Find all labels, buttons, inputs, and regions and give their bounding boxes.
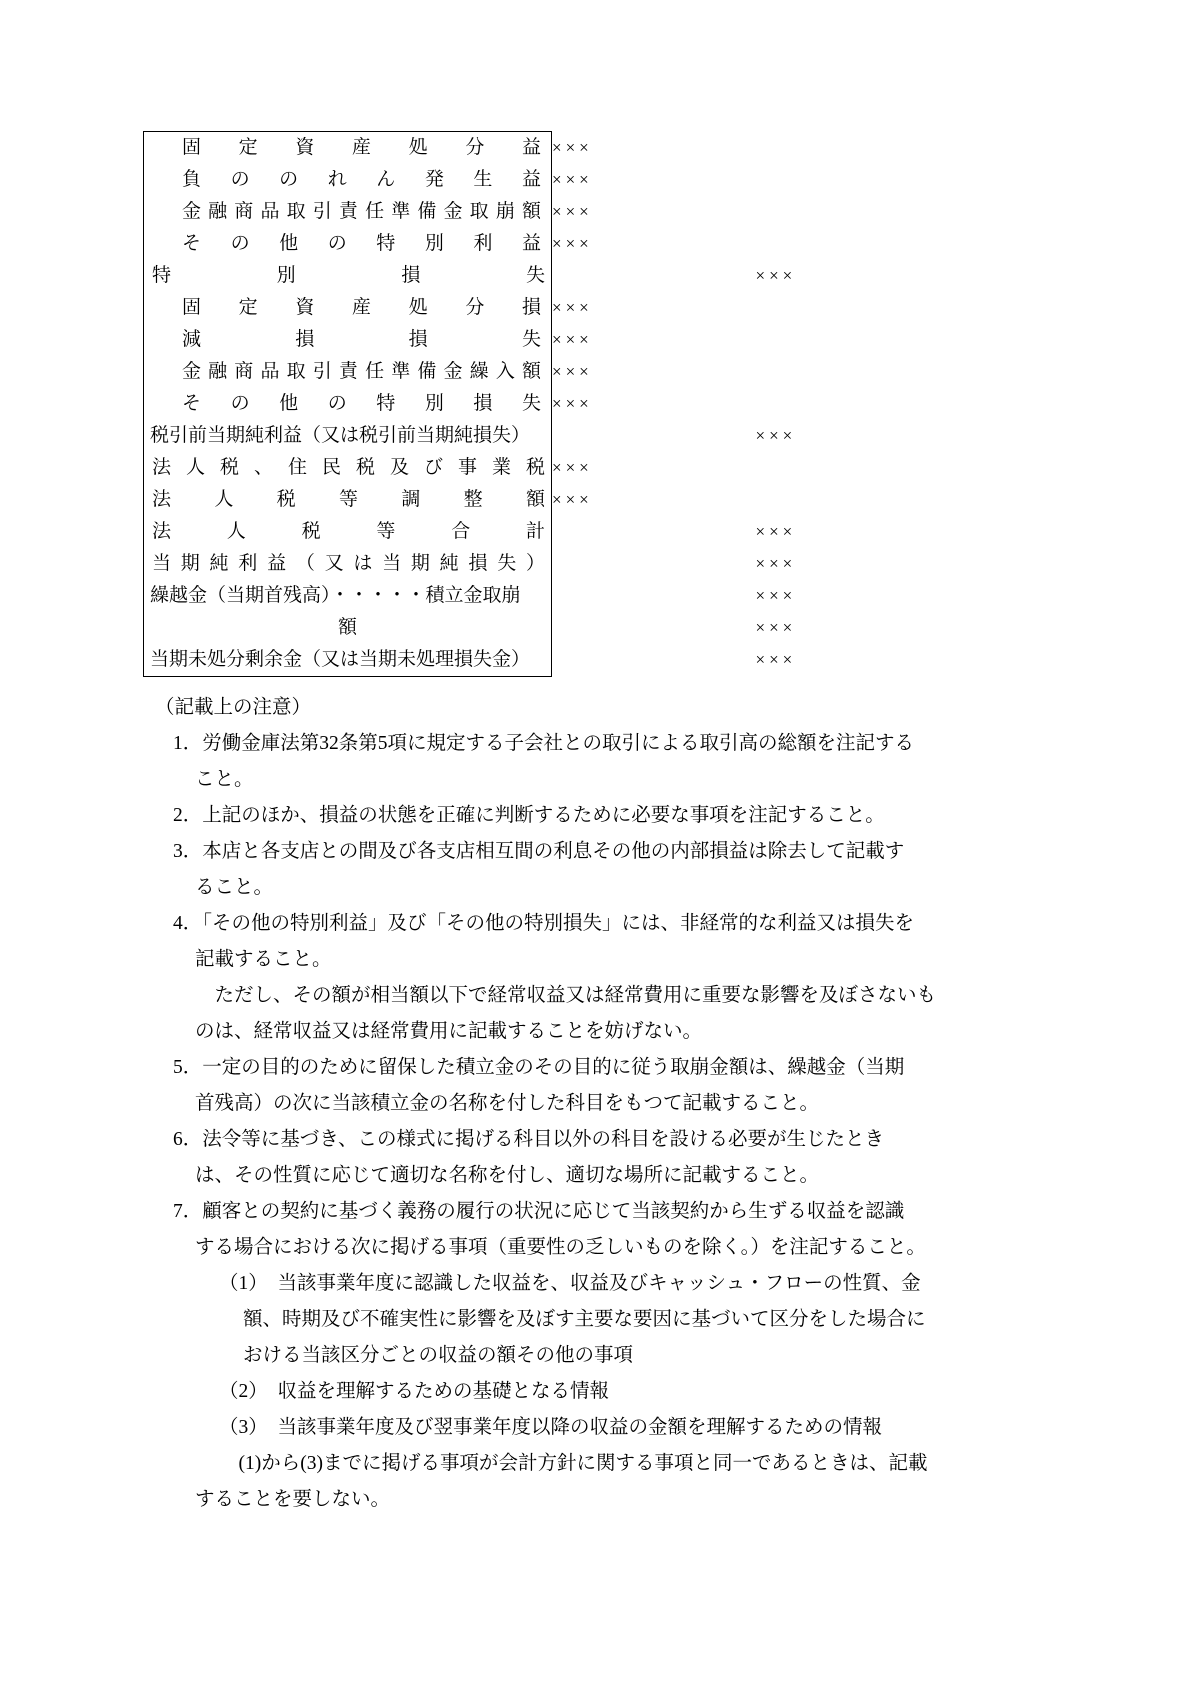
table-row-label-cell <box>144 388 552 420</box>
note-subitem-number: （2） <box>219 1381 259 1402</box>
note-text: 労働金庫法第32条第5項に規定する子会社との取引による取引高の総額を注記する <box>202 733 915 754</box>
table-row-value-b <box>756 516 960 548</box>
note-item-first-line <box>173 906 1043 942</box>
value-mark: ××× <box>552 298 593 317</box>
table-row-value-a <box>552 644 756 677</box>
table-row-label-cell <box>144 132 552 165</box>
note-text: ること。 <box>195 877 274 898</box>
table-row <box>144 356 960 388</box>
note-item-continuation <box>195 1086 1043 1122</box>
note-item-first-line <box>173 798 1043 834</box>
value-mark: ××× <box>552 490 593 509</box>
value-mark: ××× <box>552 137 593 157</box>
table-row-label-cell <box>144 356 552 388</box>
note-number: 7． <box>173 1201 203 1222</box>
table-row <box>144 196 960 228</box>
value-mark: ××× <box>552 362 593 381</box>
table-row <box>144 260 960 292</box>
note-subitem-gap <box>258 1381 278 1402</box>
table-row-label: 固定資産処分損 <box>182 297 541 318</box>
table-row-label-cell <box>144 548 552 580</box>
table-row-label-cell <box>144 324 552 356</box>
table-row <box>144 548 960 580</box>
table-row-label: 当期未処分剰余金（又は当期未処理損失金） <box>150 649 531 670</box>
table-row-value-b <box>756 644 960 677</box>
value-mark: ××× <box>755 554 797 573</box>
note-item-continuation <box>195 1230 1043 1266</box>
table-row <box>144 612 960 644</box>
table-row-label-cell <box>144 260 552 292</box>
table-row-label-cell <box>144 452 552 484</box>
table-row-value-b <box>756 356 960 388</box>
table-row-label-cell <box>144 516 552 548</box>
table-row-value-a <box>552 228 756 260</box>
note-text: 首残高）の次に当該積立金の名称を付した科目をもつて記載すること。 <box>195 1093 820 1114</box>
table-row-label: 固定資産処分益 <box>182 137 541 158</box>
table-row-value-a <box>552 548 756 580</box>
table-row <box>144 292 960 324</box>
notes-section <box>143 690 1043 1518</box>
value-mark: ××× <box>755 618 797 637</box>
table-row-label-cell <box>144 580 552 612</box>
note-subitem-gap <box>258 1273 278 1294</box>
table-row-label: 税引前当期純利益（又は税引前当期純損失） <box>150 425 531 446</box>
table-row-value-b <box>756 452 960 484</box>
note-number: 4． <box>173 913 203 934</box>
note-subitem-number: （3） <box>219 1417 259 1438</box>
table-row-value-b <box>756 388 960 420</box>
note-item-first-line <box>173 834 1043 870</box>
table-row-value-b <box>756 260 960 292</box>
note-closing-line: することを要しない。 <box>195 1489 391 1510</box>
table-row-label: 特別損失 <box>152 265 545 286</box>
table-row-label: 金融商品取引責任準備金繰入額 <box>182 361 541 382</box>
note-item-first-line <box>173 1194 1043 1230</box>
note-subitem-text: 当該事業年度及び翌事業年度以降の収益の金額を理解するための情報 <box>277 1417 883 1438</box>
table-row-value-a <box>552 164 756 196</box>
table-row-value-b <box>756 196 960 228</box>
value-mark: ××× <box>552 330 593 349</box>
table-row-label-cell <box>144 644 552 677</box>
table-row <box>144 132 960 165</box>
table-row-value-b <box>756 228 960 260</box>
note-text: 「その他の特別利益」及び「その他の特別損失」には、非経常的な利益又は損失を <box>202 913 915 934</box>
note-text: こと。 <box>195 769 254 790</box>
table-row-value-a <box>552 452 756 484</box>
table-row <box>144 164 960 196</box>
table-row-value-a <box>552 612 756 644</box>
table-body <box>144 132 960 677</box>
value-mark: ××× <box>552 234 593 253</box>
table-row-value-b <box>756 612 960 644</box>
table-row-label: その他の特別利益 <box>182 233 541 254</box>
table-row-value-b <box>756 484 960 516</box>
table-row-value-a <box>552 260 756 292</box>
value-mark: ××× <box>755 586 797 605</box>
note-item-continuation <box>195 762 1043 798</box>
note-item-continuation <box>195 1158 1043 1194</box>
note-subitem-text: 額、時期及び不確実性に影響を及ぼす主要な要因に基づいて区分をした場合に <box>243 1309 926 1330</box>
note-number: 1． <box>173 733 203 754</box>
table-row-value-a <box>552 356 756 388</box>
note-text: 記載すること。 <box>195 949 332 970</box>
value-mark: ××× <box>552 394 593 413</box>
table-row-label-cell <box>144 420 552 452</box>
note-subitem-number: （1） <box>219 1273 259 1294</box>
value-mark: ××× <box>552 170 593 189</box>
note-text: する場合における次に掲げる事項（重要性の乏しいものを除く。）を注記すること。 <box>195 1237 926 1258</box>
table-row-value-b <box>756 292 960 324</box>
note-text: のは、経常収益又は経常費用に記載することを妨げない。 <box>195 1021 703 1042</box>
note-subitem-continuation <box>243 1302 1043 1338</box>
value-mark: ××× <box>552 202 593 221</box>
note-subitem-first-line <box>219 1374 1043 1410</box>
table-row-value-b <box>756 324 960 356</box>
table-row-label: 法人税、住民税及び事業税 <box>152 457 545 478</box>
table-row-value-b <box>756 132 960 165</box>
note-text: 上記のほか、損益の状態を正確に判断するために必要な事項を注記すること。 <box>202 805 885 826</box>
note-item-first-line <box>173 1122 1043 1158</box>
note-number: 6． <box>173 1129 203 1150</box>
income-statement-table <box>143 131 960 677</box>
note-item-continuation <box>195 942 1043 978</box>
table-row-value-a <box>552 484 756 516</box>
note-item-first-line <box>173 1050 1043 1086</box>
note-number: 2． <box>173 805 203 826</box>
table-row-value-b <box>756 420 960 452</box>
note-number: 5． <box>173 1057 203 1078</box>
note-text: は、その性質に応じて適切な名称を付し、適切な場所に記載すること。 <box>195 1165 820 1186</box>
note-closing-line: (1)から(3)までに掲げる事項が会計方針に関する事項と同一であるときは、記載 <box>219 1453 928 1474</box>
table-row <box>144 324 960 356</box>
table-row <box>144 580 960 612</box>
value-mark: ××× <box>552 458 593 477</box>
table-row-value-a <box>552 292 756 324</box>
table-row <box>144 516 960 548</box>
note-item-continuation <box>195 1014 1043 1050</box>
table-row <box>144 420 960 452</box>
table-row-label-cell <box>144 228 552 260</box>
table-row-value-a <box>552 132 756 165</box>
table-row-label: 法人税等合計 <box>152 521 545 542</box>
note-subitem-gap <box>258 1417 278 1438</box>
table-row-value-a <box>552 324 756 356</box>
note-item-continuation <box>195 978 1043 1014</box>
table-row <box>144 484 960 516</box>
table-row-label-cell <box>144 292 552 324</box>
note-text: ただし、その額が相当額以下で経常収益又は経常費用に重要な影響を及ぼさないも <box>195 985 937 1006</box>
notes-list <box>143 726 1043 1518</box>
note-text: 顧客との契約に基づく義務の履行の状況に応じて当該契約から生ずる収益を認識 <box>202 1201 905 1222</box>
table-row-value-b <box>756 164 960 196</box>
table-row-value-a <box>552 420 756 452</box>
note-item-first-line <box>173 726 1043 762</box>
table-row-value-a <box>552 516 756 548</box>
note-subitem-text: 当該事業年度に認識した収益を、収益及びキャッシュ・フローの性質、金 <box>277 1273 921 1294</box>
note-text: 法令等に基づき、この様式に掲げる科目以外の科目を設ける必要が生じたとき <box>202 1129 884 1150</box>
income-statement-table-wrap <box>143 131 958 677</box>
table-row-label-cell <box>144 484 552 516</box>
table-row-label: 当期純利益（又は当期純損失） <box>152 553 545 574</box>
table-row-label: 繰越金（当期首残高）・・・・・積立金取崩 <box>150 585 521 606</box>
note-number: 3． <box>173 841 203 862</box>
value-mark: ××× <box>755 426 797 445</box>
note-subitem-text: 収益を理解するための基礎となる情報 <box>277 1381 610 1402</box>
table-row-label: その他の特別損失 <box>182 393 541 414</box>
value-mark: ××× <box>755 650 797 670</box>
table-row-label: 金融商品取引責任準備金取崩額 <box>182 201 541 222</box>
table-row-label-cell <box>144 164 552 196</box>
note-subitem-first-line <box>219 1410 1043 1446</box>
table-row-label: 法人税等調整額 <box>152 489 545 510</box>
table-row-label: 額 <box>337 617 357 638</box>
value-mark: ××× <box>755 266 797 285</box>
notes-title: （記載上の注意） <box>155 697 312 718</box>
table-row-value-a <box>552 580 756 612</box>
table-row-value-b <box>756 548 960 580</box>
table-row-value-b <box>756 580 960 612</box>
table-row <box>144 228 960 260</box>
table-row <box>144 644 960 677</box>
table-row-label-cell <box>144 612 552 644</box>
note-subitem-first-line <box>219 1266 1043 1302</box>
note-text: 本店と各支店との間及び各支店相互間の利息その他の内部損益は除去して記載す <box>202 841 905 862</box>
table-row-value-a <box>552 388 756 420</box>
table-row-label: 負ののれん発生益 <box>182 169 541 190</box>
table-row-value-a <box>552 196 756 228</box>
table-row <box>144 452 960 484</box>
note-text: 一定の目的のために留保した積立金のその目的に従う取崩金額は、繰越金（当期 <box>202 1057 905 1078</box>
table-row-label: 減損損失 <box>182 329 541 350</box>
note-subitem-continuation <box>243 1338 1043 1374</box>
table-row <box>144 388 960 420</box>
note-item-continuation <box>195 870 1043 906</box>
value-mark: ××× <box>755 522 797 541</box>
table-row-label-cell <box>144 196 552 228</box>
note-subitem-text: おける当該区分ごとの収益の額その他の事項 <box>243 1345 634 1366</box>
